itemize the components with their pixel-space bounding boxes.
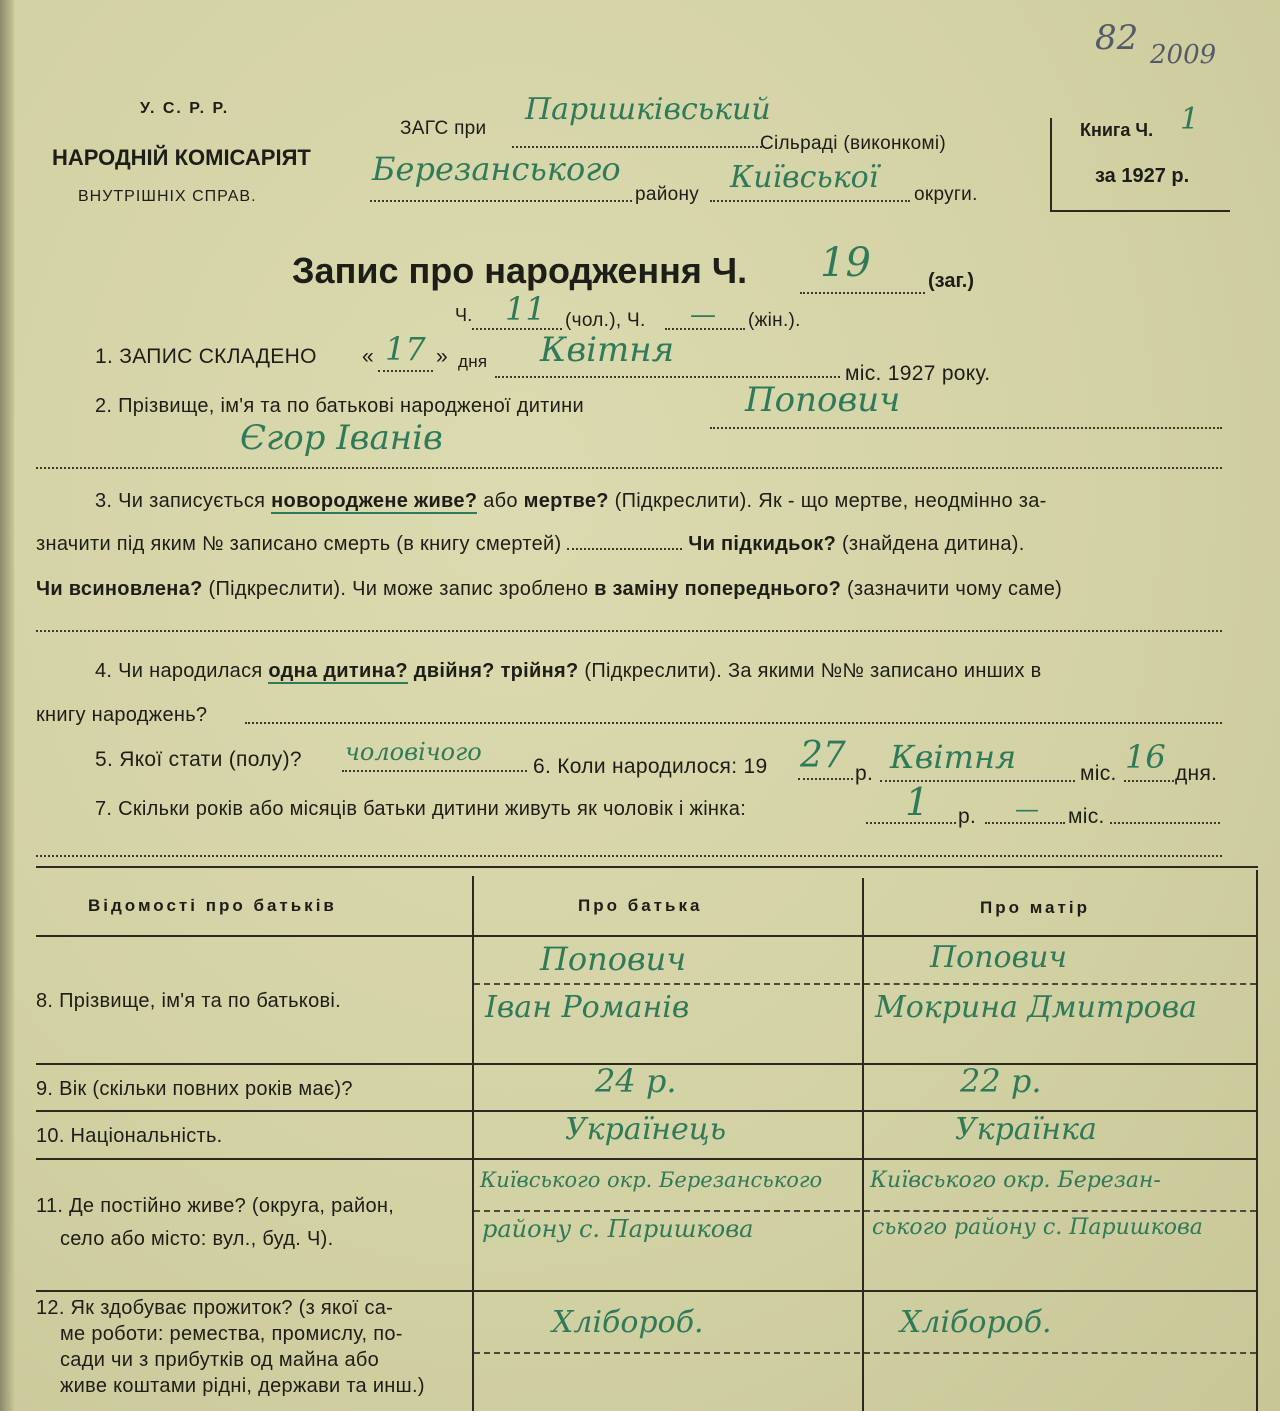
item1-label: 1. ЗАПИС СКЛАДЕНО [95, 345, 317, 368]
item2-line1 [710, 427, 1222, 429]
row8-label: 8. Прізвище, ім'я та по батькові. [36, 990, 342, 1012]
department-title: ВНУТРІШНІХ СПРАВ. [78, 188, 257, 205]
item7-label: 7. Скільки років або місяців батьки дитини живуть як чоловік і жінка: [95, 798, 747, 820]
item4-rest: (Підкреслити). За якими №№ записано инших в [584, 660, 1042, 682]
item3-adopted: Чи всиновлена? [36, 578, 203, 600]
item3-replace: в заміну попереднього? [594, 578, 842, 600]
total-label: (заг.) [928, 270, 975, 292]
item6-label: 6. Коли народилося: 19 [533, 755, 768, 778]
commissariat-title: НАРОДНІЙ КОМІСАРІЯТ [52, 145, 311, 170]
item7-r: р. [958, 805, 977, 828]
item3-foundling: Чи підкидьок? [688, 533, 837, 555]
item3-line1 [95, 490, 1047, 513]
zags-prefix: ЗАГС при [400, 118, 487, 139]
row8-mother-surname: Попович [930, 940, 1068, 975]
record-number-line [800, 292, 925, 294]
item6-mis: міс. [1080, 762, 1117, 785]
row12-father: Хлібороб. [552, 1305, 704, 1340]
item2-line2 [36, 467, 1222, 469]
item3-line3-text: (Підкреслити). Чи може запис зроблено [208, 578, 589, 600]
item4-line1 [95, 660, 1042, 683]
item6-day: 16 [1125, 738, 1166, 776]
item3-line2 [36, 533, 1025, 556]
item4-line2: книгу народжень? [36, 704, 208, 726]
female-label: (жін.). [748, 310, 801, 331]
table-top [36, 866, 1258, 868]
row10-bottom [36, 1158, 1258, 1160]
item1-day-line [378, 370, 433, 372]
raion-line [370, 200, 632, 202]
item3-rest1: (Підкреслити). Як - що мертве, неодмінно за- [614, 490, 1047, 512]
row11-mother-line1: Київського окр. Березан- [870, 1168, 1161, 1193]
table-col2 [862, 878, 864, 1411]
table-right [1256, 870, 1258, 1411]
row9-label: 9. Вік (скільки повних років має)? [36, 1078, 353, 1100]
item6-month: Квітня [890, 738, 1017, 776]
num-prefix: Ч. [455, 305, 473, 325]
row12-father-mid [474, 1352, 860, 1354]
item3-alive: новороджене живе? [271, 490, 478, 512]
zags-line [512, 146, 762, 148]
row8-mother-mid [864, 983, 1256, 985]
row12-label: 12. Як здобуває прожиток? (з якої са- [36, 1297, 394, 1319]
raion-name: Березанського [372, 150, 621, 188]
table-header-bottom [36, 935, 1258, 937]
item7-line2 [36, 855, 1222, 857]
item3-or: або [483, 490, 518, 512]
row10-father: Українець [565, 1112, 727, 1147]
book-year: за 1927 р. [1095, 165, 1190, 187]
row9-mother: 22 р. [960, 1062, 1042, 1100]
row11-father-mid [474, 1210, 860, 1212]
female-number: — [690, 300, 716, 330]
row8-father-name: Іван Романів [485, 990, 690, 1025]
item4-one: одна дитина? [268, 660, 408, 682]
item4-prefix: 4. Чи народилася [95, 660, 263, 682]
item2-name: Єгор Іванів [240, 418, 443, 458]
col-mother-header: Про матір [980, 898, 1090, 917]
item7-mis: міс. [1068, 805, 1105, 828]
male-number: 11 [505, 290, 546, 328]
item1-month-line [495, 376, 840, 378]
row10-label: 10. Національність. [36, 1125, 223, 1147]
item5-value: чоловічого [345, 738, 482, 766]
record-title: Запис про народження Ч. [292, 250, 748, 291]
item1-year-label: міс. 1927 року. [845, 362, 991, 385]
row12-label2: ме роботи: ремества, промислу, по- [60, 1323, 403, 1345]
row11-father-line2: району с. Паришкова [482, 1215, 754, 1243]
row12-label4: живе коштами рідні, держави та инш.) [60, 1375, 425, 1397]
row8-mother-name: Мокрина Дмитрова [875, 990, 1198, 1025]
item3-found-note: (знайдена дитина). [841, 533, 1025, 555]
item5-line [342, 770, 527, 772]
page-mark: 2009 [1150, 40, 1217, 70]
record-number: 19 [820, 240, 871, 286]
col-father-header: Про батька [578, 896, 703, 915]
book-box-bottom [1050, 210, 1230, 212]
item6-year: 27 [800, 735, 846, 776]
item3-reason: (зазначити чому саме) [846, 578, 1063, 600]
binding-edge [0, 0, 14, 1411]
item2-surname: Попович [745, 380, 901, 420]
row12-label3: сади чи з прибутків од майна або [60, 1349, 380, 1371]
item2-label: 2. Прізвище, ім'я та по батькові народженої дитини [95, 395, 584, 417]
item5-label: 5. Якої стати (полу)? [95, 748, 302, 771]
raion-label: району [635, 184, 700, 205]
row11-label2: село або місто: вул., буд. Ч). [60, 1228, 334, 1250]
item1-quote-open: « [362, 345, 374, 368]
item3-dead: мертве? [523, 490, 609, 512]
item4-twins: двійня? [413, 660, 495, 682]
row8-father-surname: Попович [540, 940, 687, 978]
row11-mother-line2: ського району с. Паришкова [872, 1215, 1203, 1240]
item6-day-line [1124, 780, 1174, 782]
item4-triplets: трійня? [500, 660, 579, 682]
row8-father-mid [474, 983, 860, 985]
item3-line2-text: значити під яким № записано смерть (в книгу смертей) [36, 533, 562, 555]
book-label: Книга Ч. [1080, 120, 1154, 140]
male-label: (чол.), Ч. [565, 310, 646, 331]
council-label: Сільраді (виконкомі) [760, 133, 946, 154]
item3-line3 [36, 578, 1062, 601]
okruha-name: Київської [730, 160, 879, 195]
item7-years: 1 [905, 780, 930, 824]
item3-prefix: 3. Чи записується [95, 490, 266, 512]
item1-month: Квітня [540, 330, 675, 370]
row11-bottom [36, 1290, 1258, 1292]
row11-label: 11. Де постійно живе? (округа, район, [36, 1195, 395, 1217]
row10-mother: Українка [955, 1112, 1097, 1147]
book-number: 1 [1180, 102, 1200, 137]
okruha-label: округи. [914, 184, 978, 205]
item1-quote-close: » [436, 345, 448, 368]
row9-father: 24 р. [595, 1062, 677, 1100]
zags-name: Паришківський [525, 92, 771, 127]
ussr-label: У. С. Р. Р. [140, 100, 230, 117]
book-box-left [1050, 118, 1052, 212]
page-number: 82 [1095, 18, 1139, 58]
table-col1 [472, 876, 474, 1411]
item6-year-line [798, 778, 853, 780]
item3-line4 [36, 630, 1222, 632]
item1-day: 17 [385, 330, 426, 368]
item6-dnya: дня. [1175, 762, 1218, 785]
row12-mother: Хлібороб. [900, 1305, 1052, 1340]
item7-months: — [1015, 795, 1039, 823]
col-info-header: Відомості про батьків [88, 896, 337, 915]
row11-mother-mid [864, 1210, 1256, 1212]
item7-months-after [1110, 822, 1220, 824]
row12-mother-mid [864, 1352, 1256, 1354]
item1-day-label: дня [458, 352, 488, 371]
item6-r: р. [855, 762, 874, 785]
item4-line2-dots [245, 722, 1222, 724]
row11-father-line1: Київського окр. Березанського [480, 1168, 823, 1192]
okruha-line [710, 200, 910, 202]
